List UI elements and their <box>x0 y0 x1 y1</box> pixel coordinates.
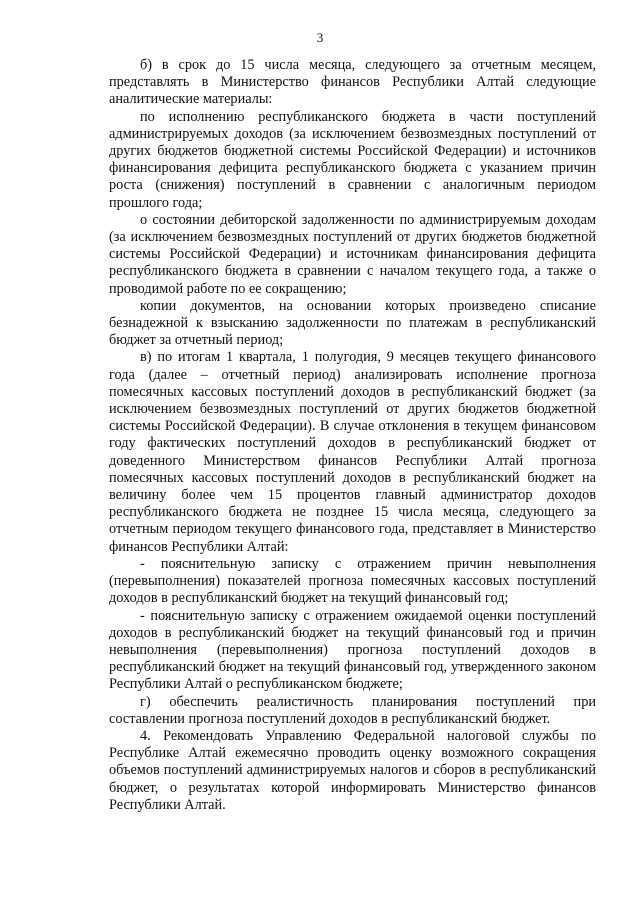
paragraph-b-analytics: б) в срок до 15 числа месяца, следующего за отчетным месяцем, представлять в Министерство финансов Республики Алтай следующие аналитические материалы: <box>109 57 596 108</box>
page-number: 3 <box>316 30 324 45</box>
paragraph-v-forecast-analysis: в) по итогам 1 квартала, 1 полугодия, 9 месяцев текущего финансового года (далее – отчетный период) анализировать исполнение прогноза помесячных кассовых поступлений доходов в республиканский бюджет (за исключением безвозмездных поступлений от других бюджетов бюджетной системы Российской Федерации). В случае отклонения в текущем финансовом году фактических поступлений доходов в республиканский бюджет от доведенного Министерством финансов Республики Алтай прогноза помесячных кассовых поступлений доходов в республиканский бюджет на величину более чем 15 процентов главный администратор доходов республиканского бюджета не позднее 15 числа месяца, следующего за отчетным периодом текущего финансового года, представляет в Министерство финансов Республики Алтай: <box>109 349 596 555</box>
paragraph-4-tax-service: 4. Рекомендовать Управлению Федеральной налоговой службы по Республике Алтай ежемесячно проводить оценку возможного сокращения объемов поступлений администрируемых налогов и сборов в республиканский бюджет, о результатах которой информировать Министерство финансов Республики Алтай. <box>109 727 596 813</box>
paragraph-budget-execution: по исполнению республиканского бюджета в части поступлений администрируемых доходов (за исключением безвозмездных поступлений от других бюджетов бюджетной системы Российской Федерации) и источников финансирования дефицита республиканского бюджета с указанием причин роста (снижения) поступлений в сравнении с аналогичным периодом прошлого года; <box>109 108 596 211</box>
paragraph-note-nonfulfillment: - пояснительную записку с отражением причин невыполнения (перевыполнения) показателей прогноза помесячных кассовых поступлений доходов в республиканский бюджет на текущий финансовый год; <box>109 555 596 607</box>
paragraph-note-expected-estimate: - пояснительную записку с отражением ожидаемой оценки поступлений доходов в республиканский бюджет на текущий финансовый год и причин невыполнения (перевыполнения) прогноза поступлений доходов в республиканский бюджет на текущий финансовый год, утвержденного законом Республики Алтай о республиканском бюджете; <box>109 607 596 693</box>
paragraph-g-realistic-planning: г) обеспечить реалистичность планирования поступлений при составлении прогноза поступлений доходов в республиканский бюджет. <box>109 693 596 727</box>
paragraph-write-off-copies: копии документов, на основании которых произведено списание безнадежной к взысканию задолженности по платежам в республиканский бюджет за отчетный период; <box>109 297 596 349</box>
document-body <box>109 57 596 814</box>
paragraph-receivables: о состоянии дебиторской задолженности по администрируемым доходам (за исключением безвозмездных поступлений от других бюджетов бюджетной системы Российской Федерации) и источникам финансирования дефицита республиканского бюджета в сравнении с началом текущего года, а также о проводимой работе по ее сокращению; <box>109 211 596 297</box>
